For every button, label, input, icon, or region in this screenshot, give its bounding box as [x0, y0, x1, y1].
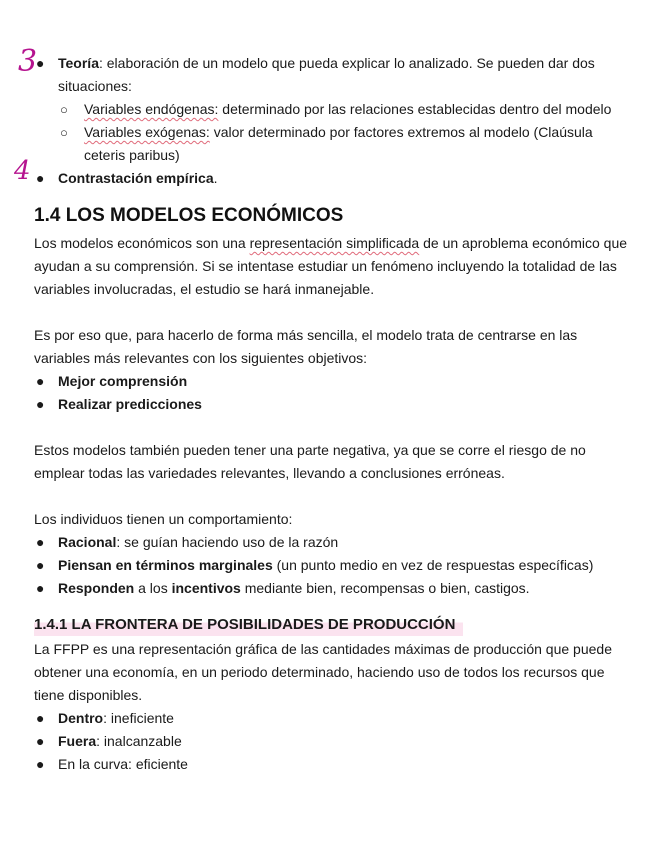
intro-text-b: de un aproblema económico que ayudan a su comprensión. Si se intentase estudiar un fenómeno incluyendo la totalidad de las variables involucradas, el estudio se hará inmanejable.	[34, 235, 628, 297]
list-subitem-exogenas	[34, 121, 634, 167]
handwritten-number-4: 4	[14, 156, 31, 186]
circle-bullet-icon: ○	[60, 102, 68, 117]
paragraph-ffpp: La FFPP es una representación gráfica de las cantidades máximas de producción que puede obtener una economía, en un periodo determinado, haciendo uso de todos los recursos que tiene disponibles.	[34, 641, 612, 703]
term-responden: Responden	[58, 580, 135, 596]
bullet-icon: ●	[36, 170, 45, 186]
bullet-icon: ●	[36, 756, 45, 772]
exogenas-text: valor determinado por factores extremos al modelo (Claúsula ceteris paribus)	[84, 124, 593, 163]
section-title: 1.4 LOS MODELOS ECONÓMICOS	[34, 205, 344, 226]
racional-text: : se guían haciendo uso de la razón	[116, 534, 339, 550]
term-endogenas: Variables endógenas:	[84, 101, 219, 117]
list-item-dentro	[34, 707, 634, 730]
bullet-icon: ●	[36, 396, 45, 412]
term-teoria: Teoría	[58, 55, 99, 71]
fuera-text: : inalcanzable	[96, 733, 182, 749]
curva-text: En la curva: eficiente	[58, 756, 188, 772]
objetivo-2: Realizar predicciones	[58, 396, 202, 412]
term-racional: Racional	[58, 534, 117, 550]
bullet-icon: ●	[36, 557, 45, 573]
bullet-icon: ●	[36, 373, 45, 389]
paragraph-intro	[34, 232, 634, 301]
subsection-title: 1.4.1 LA FRONTERA DE POSIBILIDADES DE PRODUCCIÓN	[34, 614, 463, 636]
bullet-icon: ●	[36, 733, 45, 749]
responden-mid: a los	[134, 580, 172, 596]
spacer	[34, 301, 634, 324]
paragraph-objetivos: Es por eso que, para hacerlo de forma más sencilla, el modelo trata de centrarse en las variables más relevantes con los siguientes objetivos:	[34, 327, 578, 366]
bullet-icon: ●	[36, 580, 45, 596]
term-exogenas: Variables exógenas:	[84, 124, 210, 140]
list-item-marginales	[34, 554, 634, 577]
term-fuera: Fuera	[58, 733, 97, 749]
list-subitem-endogenas	[34, 98, 634, 121]
spacer	[34, 485, 634, 508]
endogenas-text: determinado por las relaciones establecidas dentro del modelo	[218, 101, 612, 117]
list-item-fuera	[34, 730, 634, 753]
teoria-text: : elaboración de un modelo que pueda explicar lo analizado. Se pueden dar dos situaciones:	[58, 55, 595, 94]
objetivo-1: Mejor comprensión	[58, 373, 188, 389]
term-incentivos: incentivos	[171, 580, 241, 596]
list-item-responden	[34, 577, 634, 600]
list-item-contrastacion	[34, 167, 634, 190]
responden-text: mediante bien, recompensas o bien, castigos.	[240, 580, 530, 596]
list-item-racional	[34, 531, 634, 554]
bullet-icon: ●	[36, 710, 45, 726]
period: .	[213, 170, 218, 186]
handwritten-number-3: 3	[18, 44, 38, 79]
dentro-text: : ineficiente	[103, 710, 174, 726]
intro-text-a: Los modelos económicos son una	[34, 235, 250, 251]
list-item-teoria	[34, 52, 634, 98]
bullet-icon: ●	[36, 55, 45, 71]
term-dentro: Dentro	[58, 710, 104, 726]
circle-bullet-icon: ○	[60, 125, 68, 140]
list-item-objetivo-1	[34, 370, 634, 393]
term-marginales: Piensan en términos marginales	[58, 557, 273, 573]
spacer	[34, 416, 634, 439]
list-item-curva	[34, 753, 634, 776]
paragraph-negativa: Estos modelos también pueden tener una parte negativa, ya que se corre el riesgo de no emplear todas las variedades relevantes, llevando a conclusiones erróneas.	[34, 442, 586, 481]
document-page	[34, 52, 634, 776]
bullet-icon: ●	[36, 534, 45, 550]
term-representacion: representación simplificada	[249, 235, 420, 251]
term-contrastacion: Contrastación empírica	[58, 170, 214, 186]
marginales-text: (un punto medio en vez de respuestas específicas)	[272, 557, 594, 573]
list-item-objetivo-2	[34, 393, 634, 416]
paragraph-individuos: Los individuos tienen un comportamiento:	[34, 511, 293, 527]
